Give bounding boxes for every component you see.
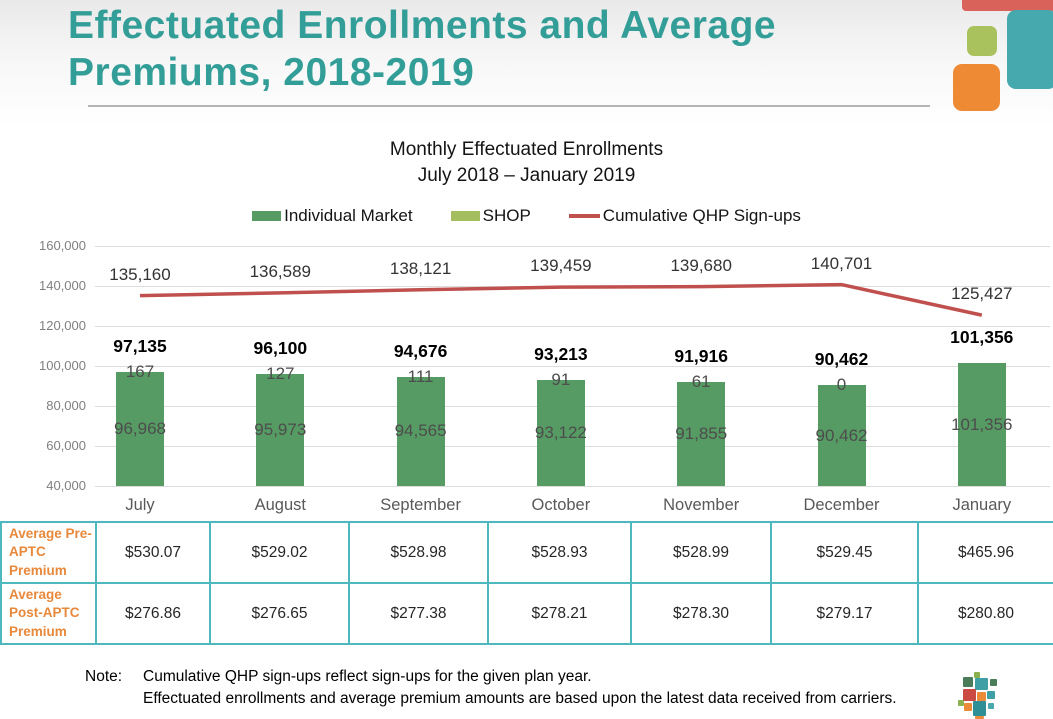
bar-total-label: 91,916: [674, 346, 728, 367]
y-axis-tick-label: 80,000: [46, 398, 86, 413]
premium-value-cell: $465.96: [918, 522, 1053, 583]
y-axis-tick-label: 120,000: [39, 318, 86, 333]
footnote: [85, 666, 897, 710]
shop-value-label: 61: [691, 372, 711, 392]
individual-market-value-label: 94,565: [394, 421, 447, 441]
premium-value-cell: $528.98: [349, 522, 488, 583]
individual-market-value-label: 90,462: [815, 425, 868, 445]
premium-value-cell: $280.80: [918, 583, 1053, 644]
individual-market-value-label: 95,973: [254, 420, 307, 440]
mosaic-square-icon: [988, 703, 994, 709]
legend-label: Individual Market: [284, 206, 413, 225]
y-axis-tick-label: 40,000: [46, 478, 86, 493]
slide-title: [68, 2, 776, 96]
deco-teal-rect-icon: [1007, 10, 1053, 89]
shop-value-label: 0: [836, 375, 847, 395]
y-axis-tick-label: 100,000: [39, 358, 86, 373]
bar-total-label: 90,462: [814, 349, 869, 370]
legend-item-0: [252, 206, 413, 226]
shop-value-label: 127: [266, 364, 295, 384]
premium-table-row: [1, 522, 1053, 583]
slide-title-line1: Effectuated Enrollments and Average: [68, 4, 777, 47]
chart-legend: [0, 206, 1053, 226]
mosaic-square-icon: [963, 677, 973, 687]
cumulative-signups-label: 139,459: [530, 256, 592, 276]
premium-value-cell: $276.86: [96, 583, 210, 644]
x-axis-month-label: September: [380, 496, 461, 514]
x-axis-month-label: January: [952, 496, 1012, 514]
chart-title-line2: July 2018 – January 2019: [417, 165, 636, 186]
slide-title-line2: Premiums, 2018-2019: [68, 51, 475, 94]
premium-value-cell: $279.17: [771, 583, 918, 644]
title-divider: [88, 105, 930, 107]
shop-value-label: 111: [407, 366, 434, 386]
premium-value-cell: $530.07: [96, 522, 210, 583]
premium-value-cell: $529.02: [210, 522, 349, 583]
mosaic-square-icon: [975, 678, 988, 690]
individual-market-value-label: 93,122: [534, 422, 587, 442]
cumulative-signups-label: 140,701: [810, 253, 873, 273]
mosaic-square-icon: [973, 701, 986, 716]
legend-label: Cumulative QHP Sign-ups: [602, 206, 801, 225]
deco-green-square-icon: [967, 26, 997, 56]
premium-table: [0, 521, 1053, 645]
bar-total-label: 96,100: [253, 338, 308, 359]
cumulative-signups-label: 138,121: [389, 258, 452, 278]
cumulative-signups-label: 136,589: [249, 261, 312, 281]
bar-total-label: 93,213: [534, 343, 588, 364]
premium-table-row: [1, 583, 1053, 644]
individual-market-value-label: 101,356: [951, 414, 1013, 434]
bar-total-label: 94,676: [393, 340, 448, 361]
gridline: [95, 326, 1050, 327]
mosaic-square-icon: [963, 689, 976, 701]
bar-total-label: 101,356: [950, 327, 1014, 348]
mosaic-square-icon: [990, 679, 997, 686]
logo-bottom-right: [953, 670, 1008, 719]
mosaic-square-icon: [987, 691, 995, 699]
cumulative-signups-label: 139,680: [670, 255, 732, 275]
mosaic-square-icon: [964, 703, 972, 711]
premium-value-cell: $277.38: [349, 583, 488, 644]
y-axis-tick-label: 160,000: [39, 238, 86, 253]
y-axis-tick-label: 60,000: [46, 438, 86, 453]
chart-title-line1: Monthly Effectuated Enrollments: [389, 139, 664, 160]
individual-market-value-label: 96,968: [114, 419, 166, 439]
shop-value-label: 91: [551, 369, 571, 389]
legend-bar-swatch-icon: [252, 211, 281, 221]
premium-value-cell: $528.99: [631, 522, 771, 583]
cumulative-signups-label: 135,160: [109, 264, 171, 284]
legend-bar-swatch-icon: [451, 211, 480, 221]
x-axis-month-label: July: [125, 496, 155, 514]
legend-item-2: [569, 206, 801, 226]
y-axis-tick-label: 140,000: [39, 278, 86, 293]
premium-value-cell: $276.65: [210, 583, 349, 644]
individual-market-value-label: 91,855: [675, 424, 728, 444]
shop-value-label: 167: [125, 362, 155, 382]
footnote-label: Note:: [85, 668, 123, 685]
premium-value-cell: $278.30: [631, 583, 771, 644]
gridline: [95, 286, 1050, 287]
premium-row-header: Average Post-APTC Premium: [1, 583, 96, 644]
x-axis-month-label: October: [531, 496, 591, 514]
footnote-line2: Effectuated enrollments and average premium amounts are based upon the latest data received from carriers.: [143, 690, 897, 707]
premium-value-cell: $528.93: [488, 522, 631, 583]
premium-value-cell: $278.21: [488, 583, 631, 644]
x-axis-month-label: August: [254, 496, 306, 514]
footnote-line1: Cumulative QHP sign-ups reflect sign-ups for the given plan year.: [143, 668, 592, 685]
bar-total-label: 97,135: [113, 336, 167, 357]
legend-item-1: [451, 206, 531, 226]
legend-label: SHOP: [482, 206, 531, 225]
cumulative-signups-label: 125,427: [951, 284, 1013, 304]
premium-value-cell: $529.45: [771, 522, 918, 583]
mosaic-square-icon: [977, 692, 986, 701]
deco-orange-square-icon: [953, 64, 1000, 111]
gridline: [95, 246, 1050, 247]
footnote-text: [143, 666, 897, 710]
legend-line-swatch-icon: [569, 214, 600, 218]
x-axis-month-label: December: [803, 496, 880, 514]
x-axis-month-label: November: [663, 496, 740, 514]
premium-row-header: Average Pre-APTC Premium: [1, 522, 96, 583]
